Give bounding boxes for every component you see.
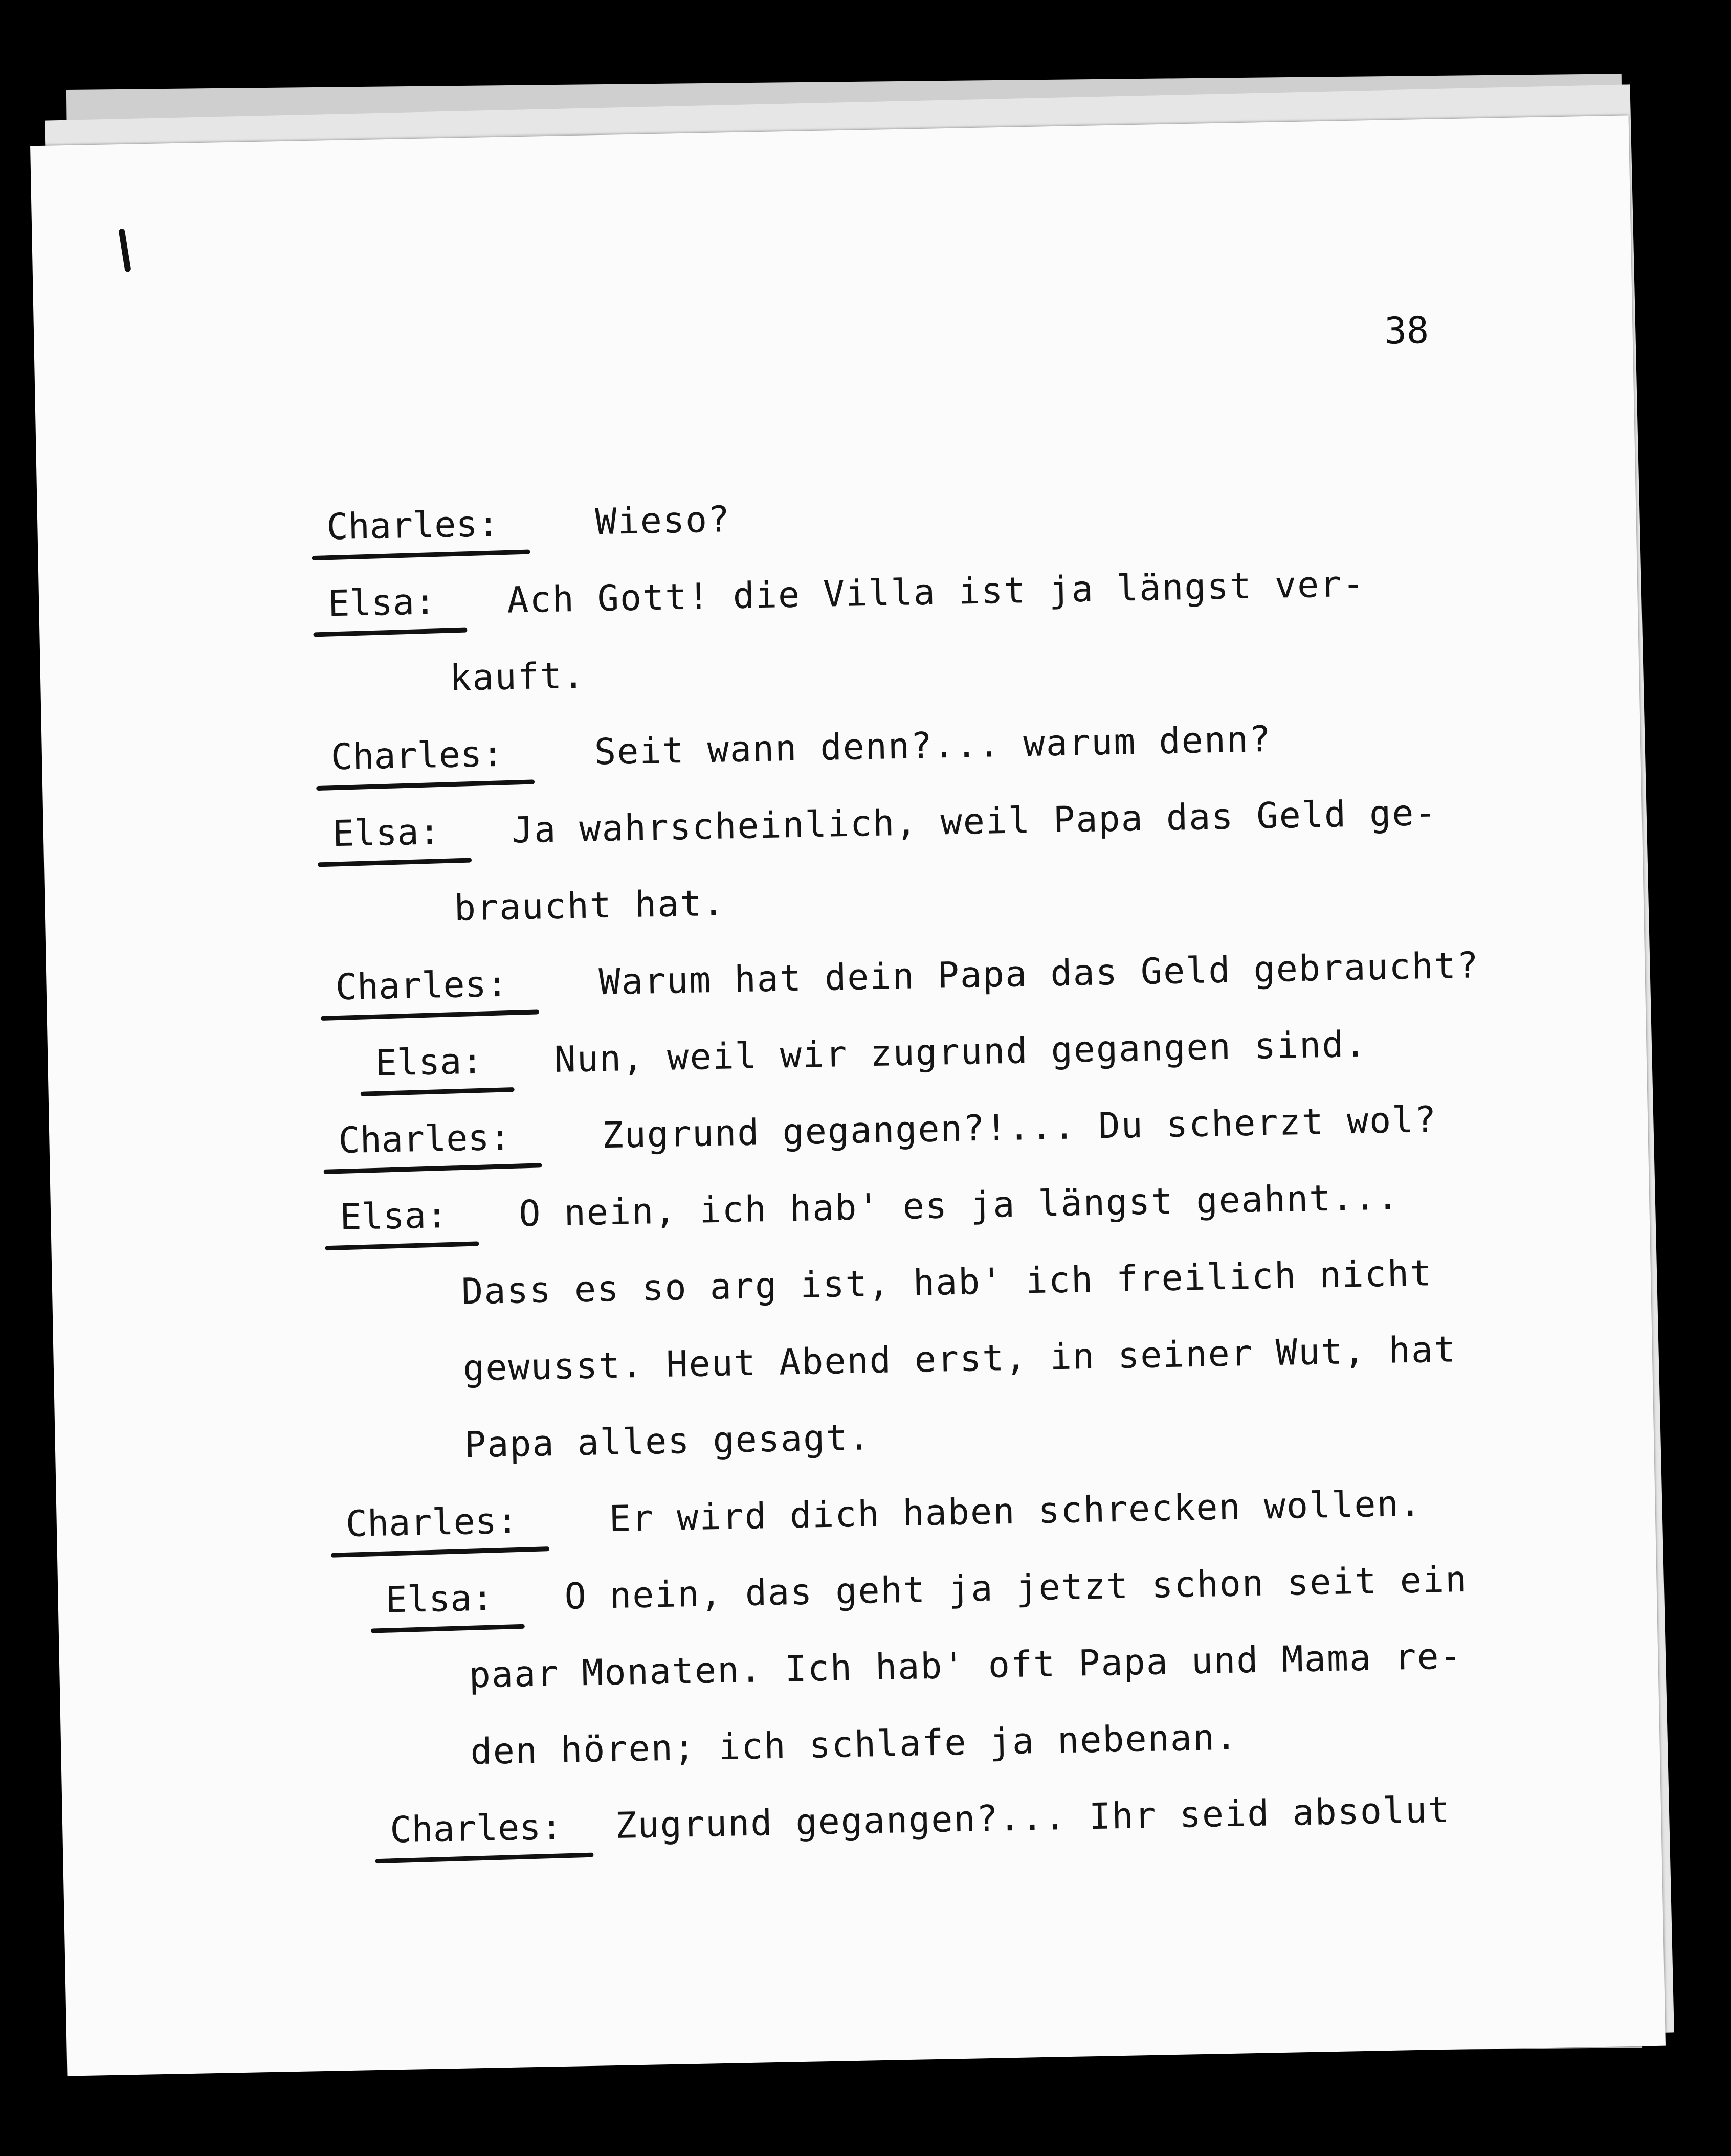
speaker-label: Charles: xyxy=(326,503,500,559)
dialogue-line: Seit wann denn?... warum denn? xyxy=(594,717,1272,773)
page-number: 38 xyxy=(1384,308,1429,352)
dialogue-line: Er wird dich haben schrecken wollen. xyxy=(609,1482,1423,1540)
speaker-label: Elsa: xyxy=(332,811,441,866)
typed-page xyxy=(30,115,1666,2076)
dialogue-line: den hören; ich schlafe ja nebenan. xyxy=(470,1716,1238,1773)
dialogue-line: Ach Gott! die Villa ist ja längst ver- xyxy=(506,563,1366,621)
dialogue-line: Nun, weil wir zugrund gegangen sind. xyxy=(553,1023,1368,1081)
speaker-label: Elsa: xyxy=(340,1194,449,1249)
dialogue-line: paar Monaten. Ich hab' oft Papa und Mama re- xyxy=(468,1635,1463,1696)
dialogue-line: Ja wahrscheinlich, weil Papa das Geld ge- xyxy=(511,791,1438,851)
dialogue-line: Zugrund gegangen?!... Du scherzt wol? xyxy=(601,1098,1438,1157)
ink-mark xyxy=(118,228,131,272)
speaker-label: Charles: xyxy=(330,733,504,789)
dialogue-line: kauft. xyxy=(449,654,586,699)
dialogue-line: Papa alles gesagt. xyxy=(464,1416,872,1466)
speaker-label: Elsa: xyxy=(385,1577,494,1632)
speaker-label: Charles: xyxy=(345,1500,519,1556)
speaker-label: Elsa: xyxy=(328,580,437,636)
dialogue-line: gewusst. Heut Abend erst, in seiner Wut, hat xyxy=(462,1328,1457,1389)
dialogue-line: Zugrund gegangen?... Ihr seid absolut xyxy=(614,1788,1451,1847)
speaker-label: Charles: xyxy=(338,1116,512,1173)
dialogue-line: Warum hat dein Papa das Geld gebraucht? xyxy=(598,944,1480,1003)
dialogue-line: O nein, ich hab' es ja längst geahnt... xyxy=(518,1176,1400,1235)
speaker-label: Elsa: xyxy=(375,1040,484,1095)
dialogue-line: Dass es so arg ist, hab' ich freilich nicht xyxy=(461,1252,1433,1313)
speaker-label: Charles: xyxy=(390,1806,563,1862)
dialogue-line: O nein, das geht ja jetzt schon seit ein xyxy=(564,1558,1468,1618)
dialogue-line: braucht hat. xyxy=(454,882,726,929)
speaker-label: Charles: xyxy=(335,963,508,1019)
dialogue-line: Wieso? xyxy=(594,498,731,543)
